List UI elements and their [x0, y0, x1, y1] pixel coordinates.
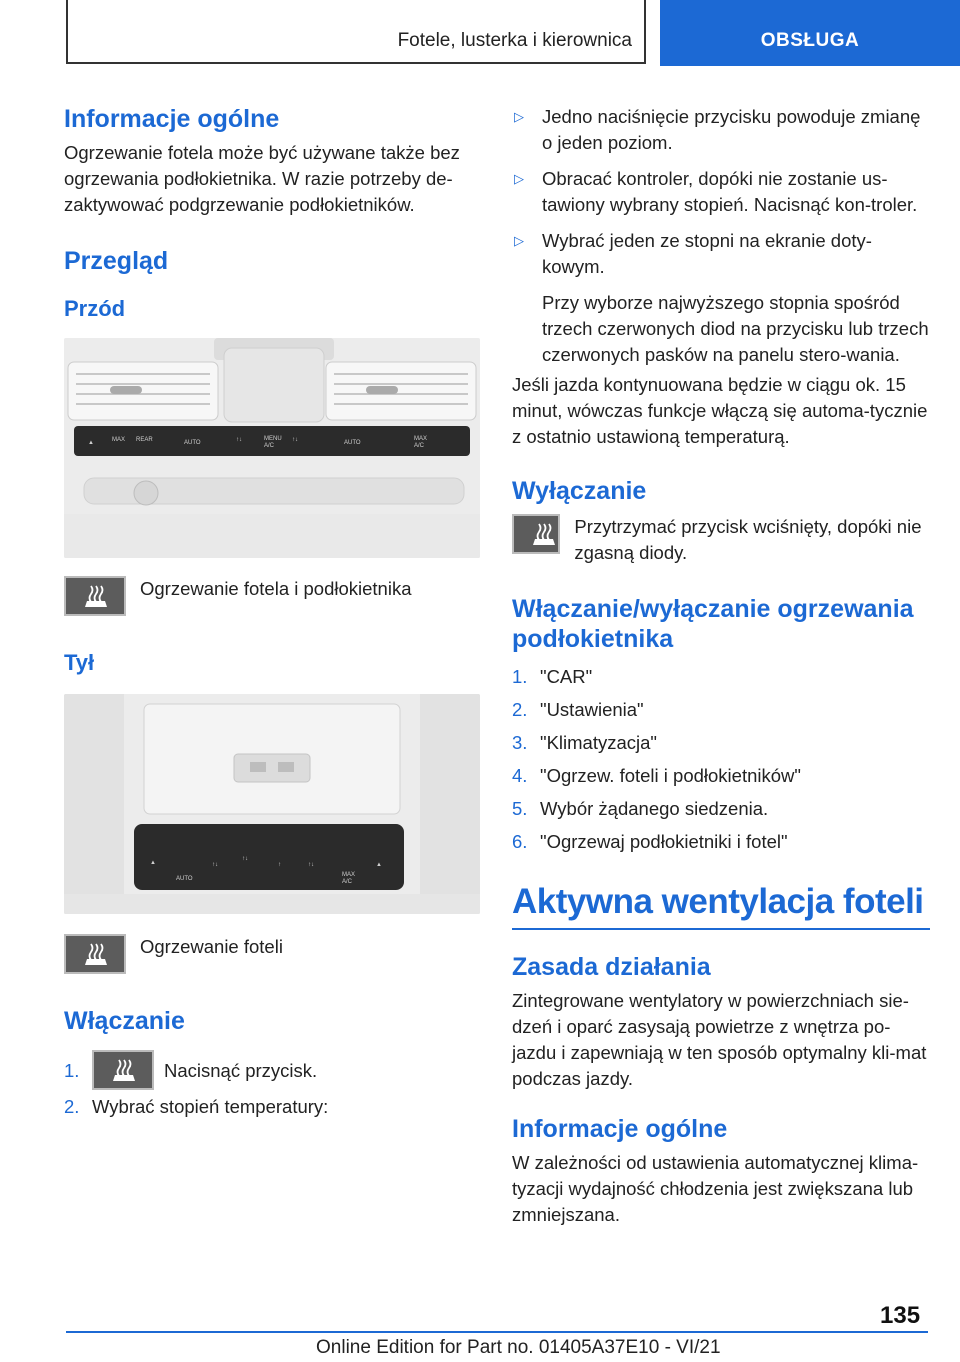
bullet-arrow-icon: ▷ [514, 109, 524, 124]
bullet-text: Obracać kontroler, dopóki nie zostanie us-tawiony wybrany stopień. Nacisnąć kon-troler. [542, 168, 918, 215]
step-text: Nacisnąć przycisk. [164, 1059, 318, 1081]
list-item [512, 792, 930, 825]
info-text: Ogrzewanie fotela może być używane także bez ogrzewania podłokietnika. W razie potrzeby de-zaktywować podgrzewanie podłokietników. [64, 142, 460, 215]
info2-heading: Informacje ogólne [512, 1115, 728, 1143]
list-item [512, 104, 930, 156]
off-icon-row [512, 514, 930, 566]
step-number: 3. [512, 732, 528, 753]
svg-text:A/C: A/C [342, 879, 353, 885]
bullet-text: Jedno naciśnięcie przycisku powoduje zmianę o jeden poziom. [542, 106, 921, 153]
step-number: 5. [512, 798, 528, 819]
step-text: "Ogrzew. foteli i podłokietników" [540, 765, 801, 786]
continue-text: Jeśli jazda kontynuowana będzie w ciągu ok. 15 minut, wówczas funkcje włączą się automa-tycznie z ostatnio ustawioną temperaturą. [512, 374, 928, 447]
step-number: 2. [512, 699, 528, 720]
bullet-text: Wybrać jeden ze stopni na ekranie doty-kowym. [542, 230, 872, 277]
principle-heading: Zasada działania [512, 953, 711, 981]
step-number: 2. [64, 1096, 80, 1117]
svg-text:↑↓: ↑↓ [242, 856, 248, 862]
list-item [64, 1090, 484, 1123]
svg-text:▲: ▲ [88, 440, 94, 446]
off-heading: Wyłączanie [512, 477, 647, 505]
front-icon-label: Ogrzewanie fotela i podłokietnika [140, 578, 412, 599]
rear-icon-label: Ogrzewanie foteli [140, 936, 283, 957]
list-item [64, 1050, 484, 1090]
footer-edition: Online Edition for Part no. 01405A37E10 - VI/21 [316, 1337, 721, 1358]
list-item [512, 166, 930, 218]
svg-text:↑↓: ↑↓ [308, 862, 314, 868]
step-text: "CAR" [540, 666, 593, 687]
bullet-arrow-icon: ▷ [514, 233, 524, 248]
svg-text:▲: ▲ [150, 860, 156, 866]
chapter-title: Fotele, lusterka i kierownica [397, 30, 632, 51]
svg-text:A/C: A/C [264, 443, 275, 449]
list-item [512, 693, 930, 726]
armrest-steps [512, 660, 930, 858]
svg-text:A/C: A/C [414, 443, 425, 449]
step-number: 6. [512, 831, 528, 852]
page-number: 135 [880, 1302, 921, 1329]
step-text: Wybrać stopień temperatury: [92, 1096, 329, 1117]
svg-text:↑: ↑ [278, 862, 281, 868]
svg-text:↑↓: ↑↓ [292, 437, 298, 443]
list-item [512, 660, 930, 693]
svg-text:MAX: MAX [342, 872, 356, 878]
rear-heading: Tył [64, 650, 95, 675]
step-number: 1. [64, 1059, 80, 1081]
seat-heating-button-icon [92, 1050, 154, 1090]
right-column [512, 104, 930, 1228]
section-tab-label: OBSŁUGA [760, 30, 860, 51]
left-column [64, 100, 484, 1123]
list-item [512, 759, 930, 792]
front-heading: Przód [64, 296, 126, 321]
list-item [512, 726, 930, 759]
svg-text:▲: ▲ [376, 862, 382, 868]
on-heading: Włączanie [64, 1007, 185, 1035]
footer-divider [66, 1331, 928, 1333]
seat-heating-icon [64, 576, 126, 616]
front-icon-row [64, 576, 484, 616]
section-tab[interactable] [660, 0, 960, 66]
bullet-arrow-icon: ▷ [514, 171, 524, 186]
svg-text:AUTO: AUTO [184, 440, 201, 446]
principle-text: Zintegrowane wentylatory w powierzchniach sie-dzeń i oparć zasysają powietrze z wnętrza po-jazdu i zapewniają w ten sposób optymalny kli-mat podczas jazdy. [512, 990, 927, 1089]
svg-text:↑↓: ↑↓ [236, 437, 242, 443]
info-heading: Informacje ogólne [64, 105, 280, 133]
svg-text:MENU: MENU [264, 436, 282, 442]
step-number: 4. [512, 765, 528, 786]
rear-console-illustration [64, 694, 480, 914]
list-item [512, 825, 930, 858]
svg-text:REAR: REAR [136, 437, 153, 443]
step-text: "Klimatyzacja" [540, 732, 657, 753]
seat-heating-icon [512, 514, 560, 554]
svg-text:MAX: MAX [112, 437, 126, 443]
step-text: "Ogrzewaj podłokietniki i fotel" [540, 831, 788, 852]
step-number: 1. [512, 666, 528, 687]
armrest-heading: Włączanie/wyłączanie ogrzewania podłokietnika [512, 595, 914, 653]
step-text: "Ustawienia" [540, 699, 644, 720]
svg-text:MAX: MAX [414, 436, 428, 442]
header-bar [66, 0, 646, 64]
seat-heating-icon [64, 934, 126, 974]
bullet-note: Przy wyborze najwyższego stopnia spośród trzech czerwonych diod na przycisku lub trzech czerwonych pasków na panelu stero-wania. [542, 292, 929, 365]
svg-text:AUTO: AUTO [176, 876, 193, 882]
vent-heading: Aktywna wentylacja foteli [512, 882, 930, 930]
rear-console-photo [64, 694, 480, 914]
info2-text: W zależności od ustawienia automatycznej klima-tyzacji wydajność chłodzenia jest zwiększana lub zmniejszana. [512, 1152, 919, 1225]
list-item [512, 228, 930, 280]
rear-icon-row [64, 934, 484, 974]
off-text: Przytrzymać przycisk wciśnięty, dopóki nie zgasną diody. [574, 516, 922, 563]
step-text: Wybór żądanego siedzenia. [540, 798, 769, 819]
front-console-illustration [64, 338, 480, 558]
svg-text:↑↓: ↑↓ [212, 862, 218, 868]
front-console-photo [64, 338, 480, 558]
overview-heading: Przegląd [64, 247, 169, 275]
svg-text:AUTO: AUTO [344, 440, 361, 446]
